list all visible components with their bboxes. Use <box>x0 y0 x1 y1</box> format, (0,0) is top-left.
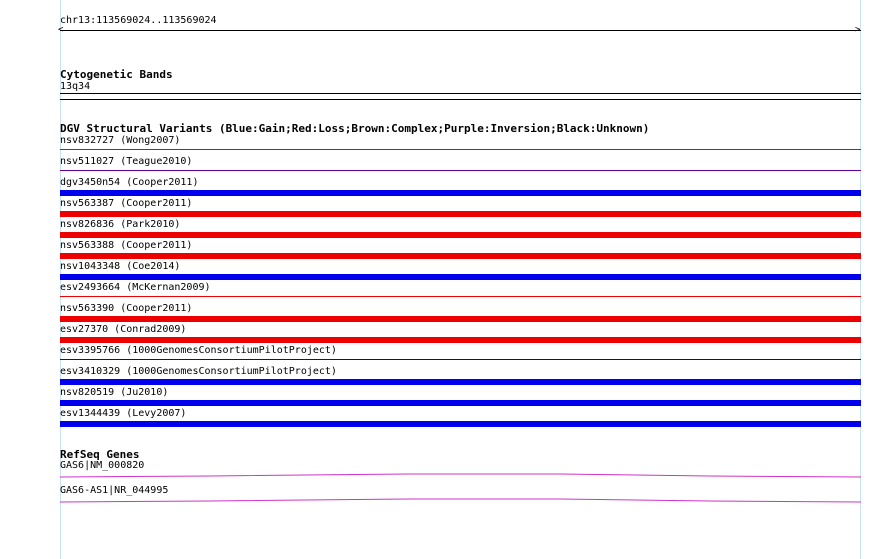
variant-bar-gain[interactable] <box>60 379 861 385</box>
variant-bar-loss[interactable] <box>60 211 861 217</box>
variant-bar-gain[interactable] <box>60 400 861 406</box>
variant-bar-loss[interactable] <box>60 253 861 259</box>
variant-bar-gain[interactable] <box>60 421 861 427</box>
variant-bar-gain[interactable] <box>60 274 861 280</box>
gene-label: GAS6-AS1|NR_044995 <box>60 485 169 496</box>
variant-label: nsv820519 (Ju2010) <box>60 387 169 398</box>
variant-label: esv1344439 (Levy2007) <box>60 408 187 419</box>
variant-label: nsv563390 (Cooper2011) <box>60 303 193 314</box>
variant-label: nsv511027 (Teague2010) <box>60 156 193 167</box>
coordinate-label: chr13:113569024..113569024 <box>60 15 217 26</box>
gene-line <box>60 474 861 477</box>
dgv-track-title: DGV Structural Variants (Blue:Gain;Red:Loss;Brown:Complex;Purple:Inversion;Black:Unknown) <box>60 122 650 135</box>
gene-line <box>60 499 861 502</box>
variant-bar-inversion[interactable] <box>60 170 861 171</box>
left-arrow-icon: < <box>58 25 64 35</box>
variant-bar-loss[interactable] <box>60 296 861 297</box>
variant-label: nsv832727 (Wong2007) <box>60 135 181 146</box>
variant-label: dgv3450n54 (Cooper2011) <box>60 177 199 188</box>
variant-label: nsv1043348 (Coe2014) <box>60 261 181 272</box>
variant-label: nsv563387 (Cooper2011) <box>60 198 193 209</box>
variant-label: esv3410329 (1000GenomesConsortiumPilotProject) <box>60 366 337 377</box>
right-arrow-icon: > <box>855 25 861 35</box>
track-divider <box>60 99 861 100</box>
variant-label: nsv563388 (Cooper2011) <box>60 240 193 251</box>
cyto-band-line[interactable] <box>60 93 861 94</box>
gene-label: GAS6|NM_000820 <box>60 460 145 471</box>
variant-bar-gain[interactable] <box>60 359 861 360</box>
refseq-track-title: RefSeq Genes <box>60 448 140 461</box>
variant-bar-loss[interactable] <box>60 149 861 150</box>
cyto-track-title: Cytogenetic Bands <box>60 68 173 81</box>
variant-bar-loss[interactable] <box>60 316 861 322</box>
variant-label: nsv826836 (Park2010) <box>60 219 181 230</box>
variant-label: esv2493664 (McKernan2009) <box>60 282 211 293</box>
variant-label: esv3395766 (1000GenomesConsortiumPilotProject) <box>60 345 337 356</box>
ruler-line <box>60 30 861 31</box>
variant-bar-loss[interactable] <box>60 337 861 343</box>
gene-model[interactable] <box>60 469 861 481</box>
variant-label: esv27370 (Conrad2009) <box>60 324 187 335</box>
variant-bar-gain[interactable] <box>60 190 861 196</box>
gene-model[interactable] <box>60 494 861 506</box>
cyto-band-label: 13q34 <box>60 81 91 92</box>
variant-bar-loss[interactable] <box>60 232 861 238</box>
